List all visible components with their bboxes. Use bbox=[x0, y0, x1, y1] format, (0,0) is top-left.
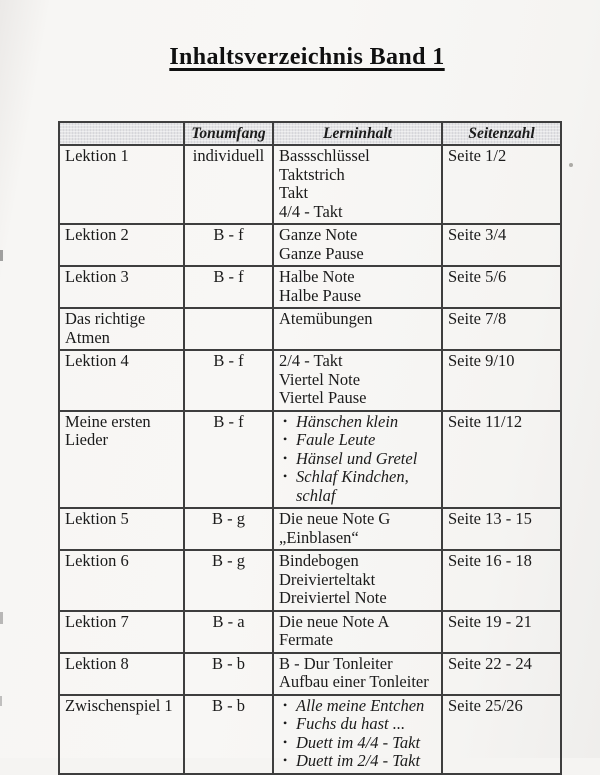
table-row bbox=[59, 224, 561, 266]
row-lerninhalt-cell bbox=[273, 695, 442, 774]
lerninhalt-line: Bindebogen bbox=[279, 551, 359, 570]
row-name-cell: Zwischenspiel 1 bbox=[59, 695, 184, 774]
row-name-cell: Meine ersten Lieder bbox=[59, 411, 184, 509]
lerninhalt-text: Fuchs du hast ... bbox=[296, 714, 406, 733]
bullet-icon: • bbox=[283, 716, 288, 730]
row-name-cell: Lektion 4 bbox=[59, 350, 184, 411]
lerninhalt-line: Die neue Note G bbox=[279, 509, 391, 528]
lerninhalt-text: Faule Leute bbox=[296, 430, 376, 449]
table-row bbox=[59, 145, 561, 224]
bullet-icon: • bbox=[283, 753, 288, 767]
lerninhalt-line: 2/4 - Takt bbox=[279, 351, 343, 370]
row-tonumfang-cell bbox=[184, 308, 273, 350]
header-cell-seitenzahl: Seitenzahl bbox=[442, 122, 561, 145]
lerninhalt-line: Ganze Note bbox=[279, 225, 358, 244]
lerninhalt-line bbox=[279, 734, 437, 753]
lerninhalt-text: Hänschen klein bbox=[296, 411, 399, 431]
row-seitenzahl-cell: Seite 7/8 bbox=[442, 308, 561, 350]
lerninhalt-line: Taktstrich bbox=[279, 164, 345, 184]
table-row bbox=[59, 611, 561, 653]
page-title: Inhaltsverzeichnis Band 1 bbox=[169, 44, 445, 70]
lerninhalt-line: Halbe Pause bbox=[279, 285, 362, 305]
lerninhalt-text: Duett im 2/4 - Takt bbox=[296, 751, 421, 770]
lerninhalt-line bbox=[279, 715, 437, 734]
table-row bbox=[59, 411, 561, 509]
row-tonumfang-cell: B - f bbox=[184, 411, 273, 509]
row-lerninhalt-cell bbox=[273, 653, 442, 695]
header-cell-name bbox=[59, 122, 184, 145]
lerninhalt-line: „Einblasen“ bbox=[279, 527, 359, 547]
lerninhalt-line bbox=[279, 431, 437, 450]
table-row bbox=[59, 266, 561, 308]
scan-artifact bbox=[0, 250, 3, 261]
header-cell-lerninhalt: Lerninhalt bbox=[273, 122, 442, 145]
lerninhalt-line: Atemübungen bbox=[279, 309, 373, 328]
row-tonumfang-cell: B - b bbox=[184, 695, 273, 774]
lerninhalt-text: Alle meine Entchen bbox=[296, 695, 425, 715]
table-header bbox=[59, 122, 561, 145]
lerninhalt-line bbox=[279, 697, 437, 716]
lerninhalt-line: Die neue Note A bbox=[279, 611, 390, 631]
table-row bbox=[59, 308, 561, 350]
table-row bbox=[59, 508, 561, 550]
row-lerninhalt-cell bbox=[273, 611, 442, 653]
row-seitenzahl-cell: Seite 11/12 bbox=[442, 411, 561, 509]
row-lerninhalt-cell bbox=[273, 550, 442, 611]
header-cell-tonumfang: Tonumfang bbox=[184, 122, 273, 145]
row-seitenzahl-cell: Seite 22 - 24 bbox=[442, 653, 561, 695]
bullet-icon: • bbox=[283, 469, 288, 483]
lerninhalt-line: Fermate bbox=[279, 630, 334, 649]
lerninhalt-line bbox=[279, 413, 437, 432]
row-tonumfang-cell: individuell bbox=[184, 145, 273, 224]
lerninhalt-line: Ganze Pause bbox=[279, 243, 364, 263]
lerninhalt-line: Viertel Pause bbox=[279, 388, 367, 407]
lerninhalt-text: Duett im 4/4 - Takt bbox=[296, 732, 421, 752]
row-tonumfang-cell: B - f bbox=[184, 350, 273, 411]
lerninhalt-line: B - Dur Tonleiter bbox=[279, 653, 393, 673]
lerninhalt-line bbox=[279, 450, 437, 469]
lerninhalt-line: Dreiviertel Note bbox=[279, 588, 387, 607]
bullet-icon: • bbox=[283, 697, 288, 712]
lerninhalt-line: 4/4 - Takt bbox=[279, 201, 343, 221]
row-seitenzahl-cell: Seite 16 - 18 bbox=[442, 550, 561, 611]
row-tonumfang-cell: B - g bbox=[184, 550, 273, 611]
table-body bbox=[59, 145, 561, 774]
row-lerninhalt-cell bbox=[273, 350, 442, 411]
table-row bbox=[59, 350, 561, 411]
scan-artifact bbox=[0, 612, 3, 624]
lerninhalt-text: Hänsel und Gretel bbox=[296, 448, 418, 468]
row-lerninhalt-cell bbox=[273, 266, 442, 308]
lerninhalt-line bbox=[279, 752, 437, 771]
lerninhalt-line: Aufbau einer Tonleiter bbox=[279, 672, 429, 691]
row-seitenzahl-cell: Seite 9/10 bbox=[442, 350, 561, 411]
row-name-cell: Das richtige Atmen bbox=[59, 308, 184, 350]
bullet-icon: • bbox=[283, 432, 288, 446]
row-seitenzahl-cell: Seite 19 - 21 bbox=[442, 611, 561, 653]
row-seitenzahl-cell: Seite 3/4 bbox=[442, 224, 561, 266]
lerninhalt-line: Bassschlüssel bbox=[279, 146, 370, 165]
scan-artifact bbox=[0, 696, 2, 706]
row-lerninhalt-cell bbox=[273, 308, 442, 350]
row-tonumfang-cell: B - g bbox=[184, 508, 273, 550]
scan-artifact bbox=[569, 163, 573, 167]
row-name-cell: Lektion 5 bbox=[59, 508, 184, 550]
row-tonumfang-cell: B - f bbox=[184, 266, 273, 308]
contents-table bbox=[58, 121, 562, 775]
row-seitenzahl-cell: Seite 1/2 bbox=[442, 145, 561, 224]
table-row bbox=[59, 695, 561, 774]
row-lerninhalt-cell bbox=[273, 224, 442, 266]
header-row bbox=[59, 122, 561, 145]
lerninhalt-line bbox=[279, 468, 437, 505]
row-seitenzahl-cell: Seite 25/26 bbox=[442, 695, 561, 774]
lerninhalt-line: Dreivierteltakt bbox=[279, 569, 376, 589]
row-seitenzahl-cell: Seite 5/6 bbox=[442, 266, 561, 308]
row-name-cell: Lektion 6 bbox=[59, 550, 184, 611]
row-name-cell: Lektion 8 bbox=[59, 653, 184, 695]
row-tonumfang-cell: B - f bbox=[184, 224, 273, 266]
row-lerninhalt-cell bbox=[273, 411, 442, 509]
lerninhalt-text: Schlaf Kindchen, schlaf bbox=[296, 467, 409, 505]
row-lerninhalt-cell bbox=[273, 145, 442, 224]
row-tonumfang-cell: B - b bbox=[184, 653, 273, 695]
lerninhalt-line: Halbe Note bbox=[279, 267, 355, 286]
row-name-cell: Lektion 1 bbox=[59, 145, 184, 224]
bullet-icon: • bbox=[283, 734, 288, 749]
lerninhalt-line: Viertel Note bbox=[279, 369, 361, 389]
row-name-cell: Lektion 2 bbox=[59, 224, 184, 266]
row-name-cell: Lektion 7 bbox=[59, 611, 184, 653]
bullet-icon: • bbox=[283, 450, 288, 465]
table-row bbox=[59, 550, 561, 611]
row-lerninhalt-cell bbox=[273, 508, 442, 550]
row-seitenzahl-cell: Seite 13 - 15 bbox=[442, 508, 561, 550]
lerninhalt-line: Takt bbox=[279, 183, 309, 202]
row-tonumfang-cell: B - a bbox=[184, 611, 273, 653]
bullet-icon: • bbox=[283, 413, 288, 428]
table-row bbox=[59, 653, 561, 695]
row-name-cell: Lektion 3 bbox=[59, 266, 184, 308]
